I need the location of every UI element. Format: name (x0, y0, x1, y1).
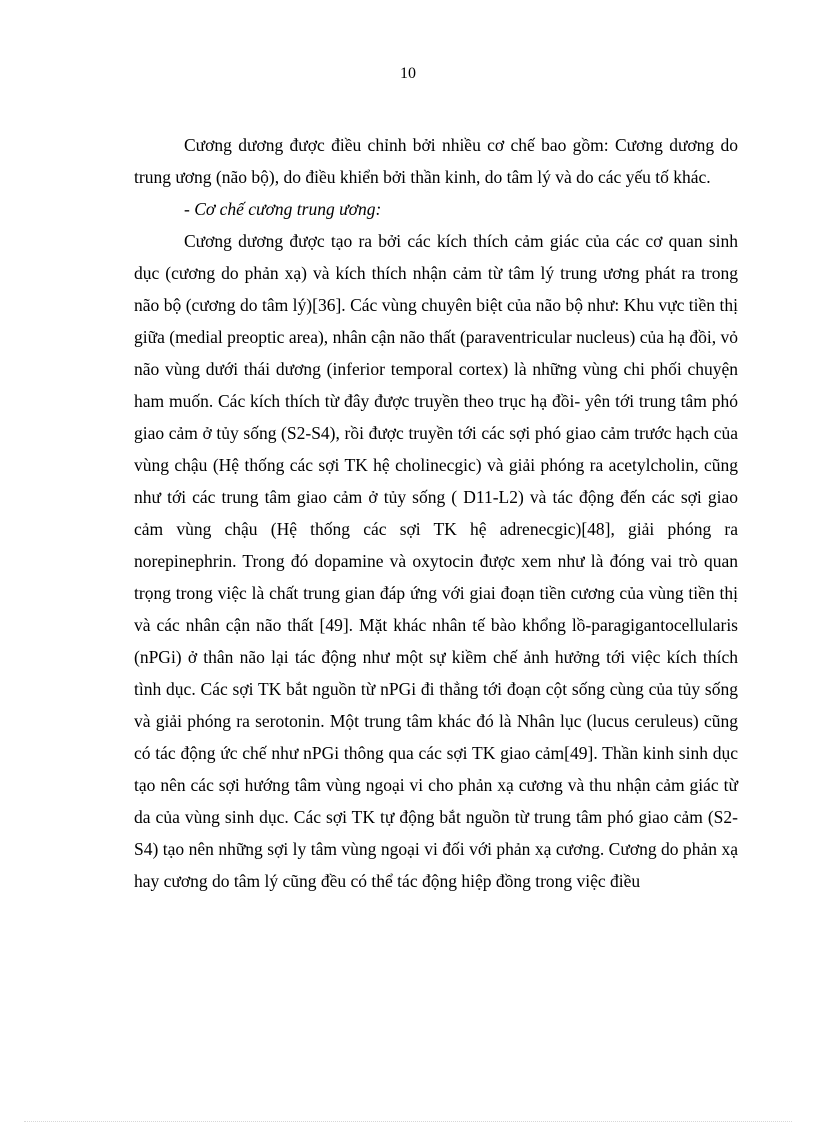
document-body (134, 129, 738, 897)
page-bottom-divider (24, 1121, 792, 1122)
section-subheading: - Cơ chế cương trung ương: (184, 199, 382, 219)
intro-paragraph: Cương dương được điều chỉnh bởi nhiều cơ chế bao gồm: Cương dương do trung ương (não bộ), do điều khiển bởi thần kinh, do tâm lý và do các yếu tố khác. (134, 135, 738, 187)
body-paragraph: Cương dương được tạo ra bởi các kích thích cảm giác của các cơ quan sinh dục (cương do phản xạ) và kích thích nhận cảm từ tâm lý trung ương phát ra trong não bộ (cương do tâm lý)[36]. Các vùng chuyên biệt của não bộ như: Khu vực tiền thị giữa (medial preoptic area), nhân cận não thất (paraventricular nucleus) của hạ đồi, vỏ não vùng dưới thái dương (inferior temporal cortex) là những vùng chi phối chuyện ham muốn. Các kích thích từ đây được truyền theo trục hạ đồi- yên tới trung tâm phó giao cảm ở tủy sống (S2-S4), rồi được truyền tới các sợi phó giao cảm trước hạch của vùng chậu (Hệ thống các sợi TK hệ cholinecgic) và giải phóng ra acetylcholin, cũng như tới các trung tâm giao cảm ở tủy sống ( D11-L2) và tác động đến các sợi giao cảm vùng chậu (Hệ thống các sợi TK hệ adrenecgic)[48], giải phóng ra norepinephrin. Trong đó dopamine và oxytocin được xem như là đóng vai trò quan trọng trong việc là chất trung gian đáp ứng với giai đoạn tiền cương của vùng tiền thị và các nhân cận não thất [49]. Mặt khác nhân tế bào khổng lồ-paragigantocellularis (nPGi) ở thân não lại tác động như một sự kiềm chế ảnh hưởng tới việc kích thích tình dục. Các sợi TK bắt nguồn từ nPGi đi thẳng tới đoạn cột sống cùng của tủy sống và giải phóng ra serotonin. Một trung tâm khác đó là Nhân lục (lucus ceruleus) cũng có tác động ức chế như nPGi thông qua các sợi TK giao cảm[49]. Thần kinh sinh dục tạo nên các sợi hướng tâm vùng ngoại vi cho phản xạ cương và thu nhận cảm giác từ da của vùng sinh dục. Các sợi TK tự động bắt nguồn từ trung tâm phó giao cảm (S2-S4) tạo nên những sợi ly tâm vùng ngoại vi đối với phản xạ cương. Cương do phản xạ hay cương do tâm lý cũng đều có thể tác động hiệp đồng trong việc điều (134, 231, 738, 891)
page-number: 10 (400, 65, 416, 82)
